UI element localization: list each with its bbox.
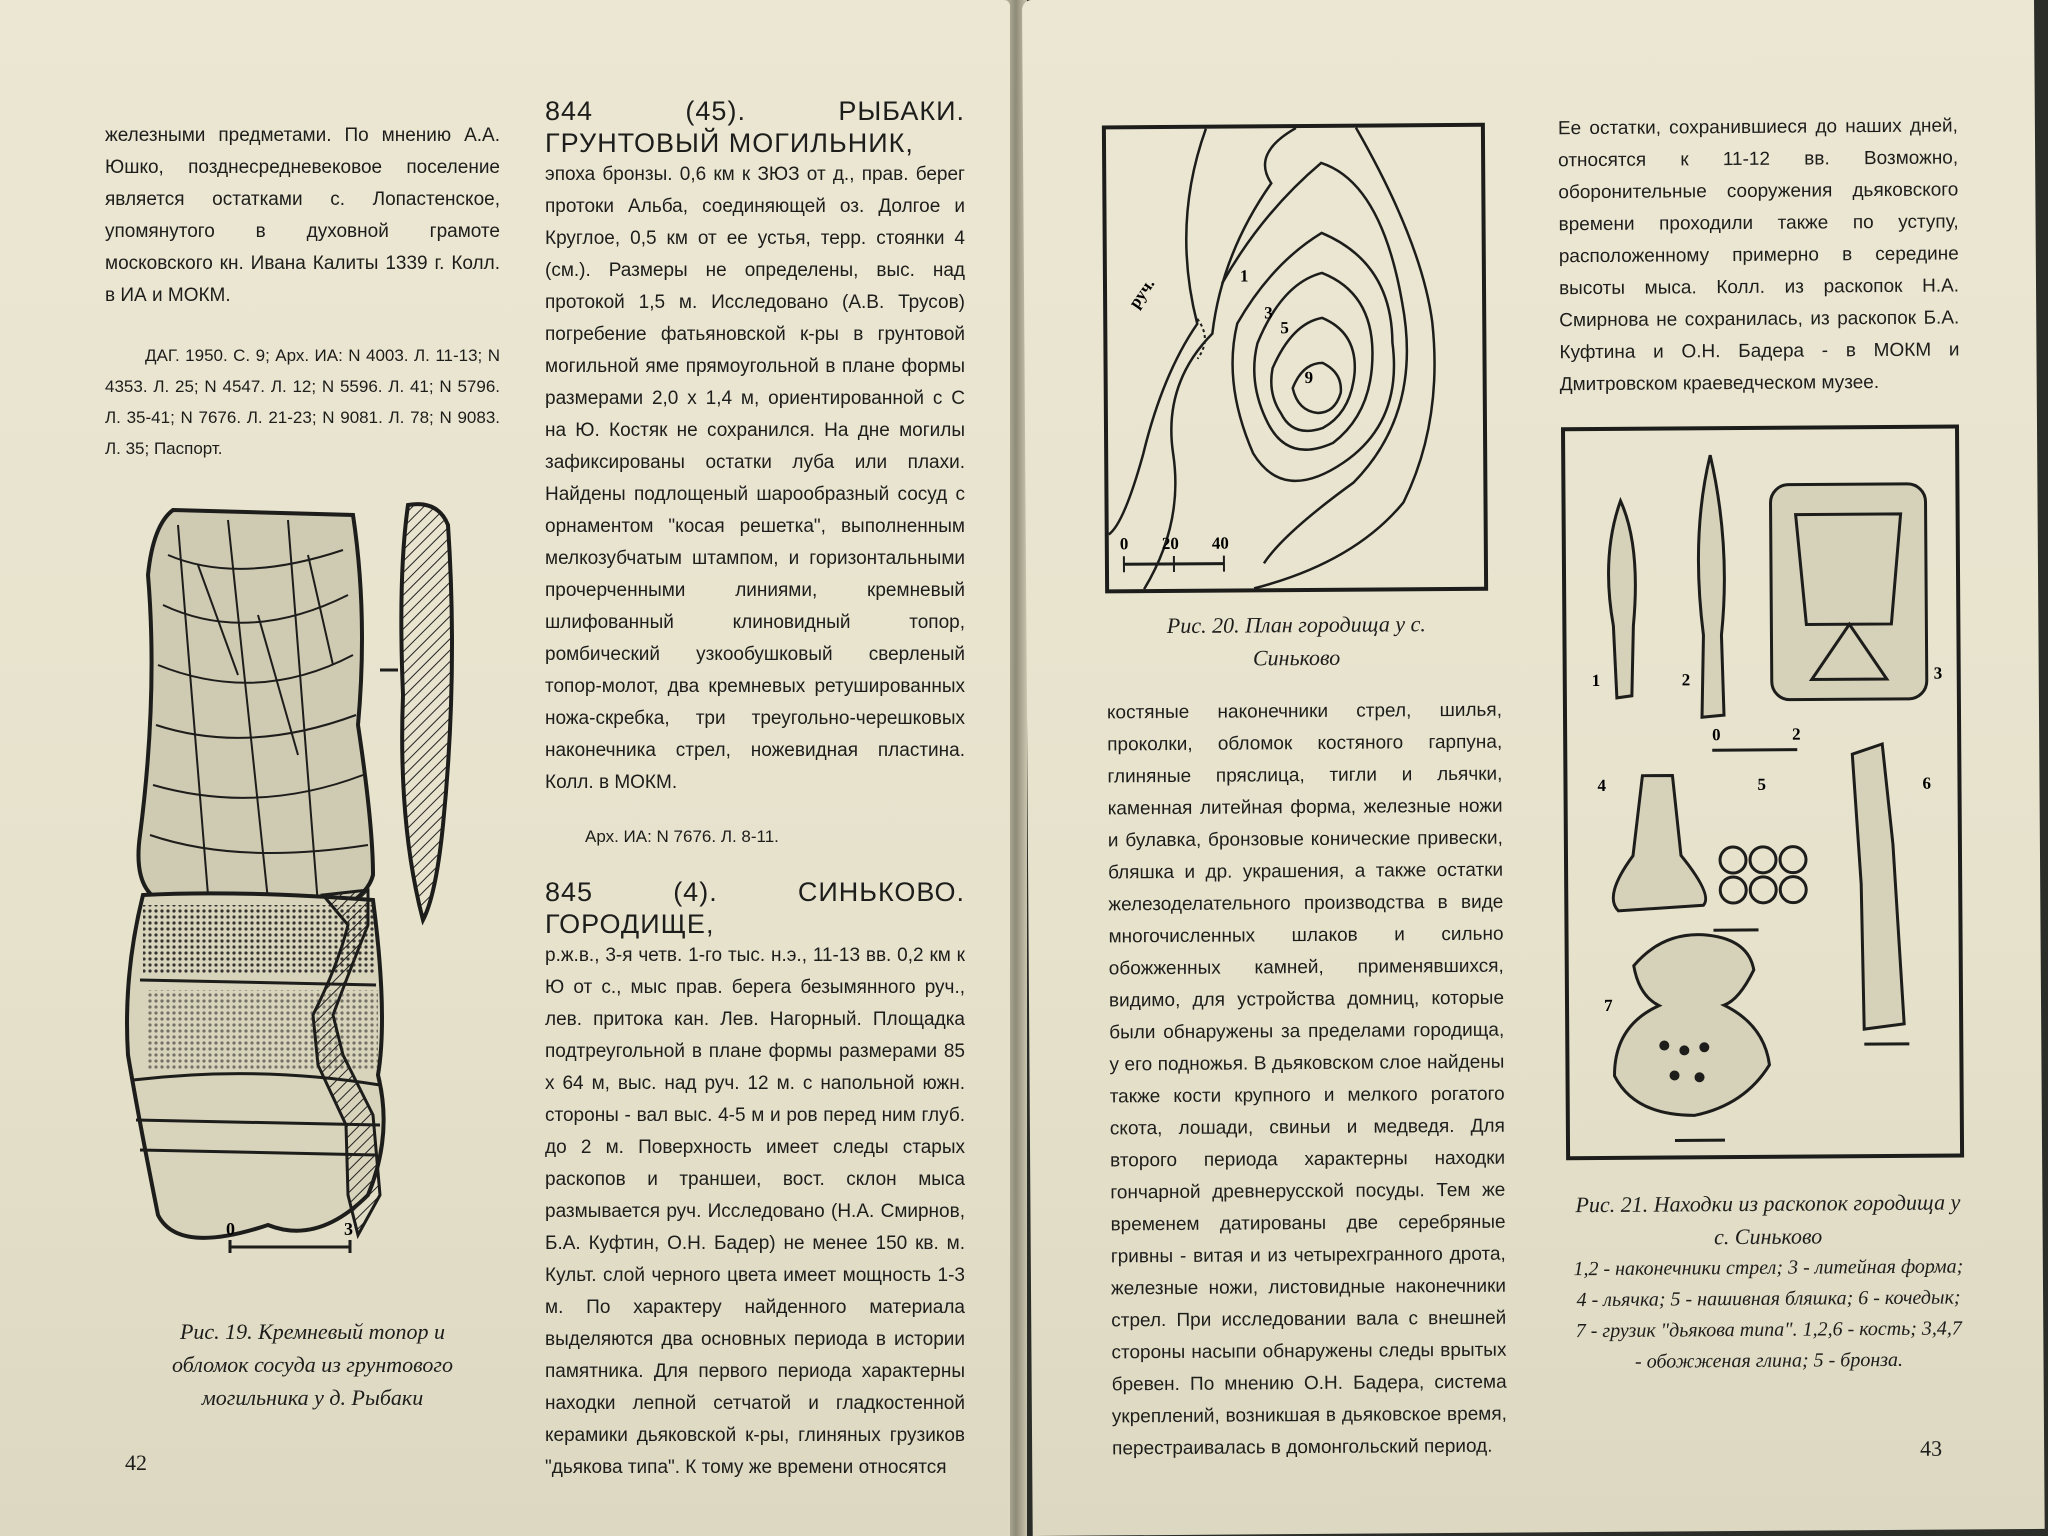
references: ДАГ. 1950. С. 9; Арх. ИА: N 4003. Л. 11-13; N 4353. Л. 25; N 4547. Л. 12; N 5596. Л. 41; N 5796. Л. 35-41; N 7676. Л. 21-23; N 9081. Л. 78; N 9083. Л. 35; Паспорт. [105,346,500,458]
fig21-scale-0: 0 [1712,725,1721,745]
fig20-contour-3: 3 [1264,303,1273,323]
fig20-contour-9: 9 [1304,367,1314,388]
fig21-label-4: 4 [1597,775,1607,796]
fig21-caption: Рис. 21. Находки из раскопок городища у с. Синьково [1575,1189,1961,1250]
fig21-legend: 1,2 - наконечники стрел; 3 - литейная форма; 4 - льячка; 5 - нашивная бляшка; 6 - кочедык; 7 - грузик "дьякова типа". 1,2,6 - кость; 3,4,7 - обожженая глина; 5 - бронза. [1573,1255,1964,1373]
plaque [1720,847,1806,904]
entry-844-references: Арх. ИА: N 7676. Л. 8-11. [585,827,779,846]
fig21-scale-2: 2 [1792,724,1801,744]
fig21-label-7: 7 [1603,995,1613,1015]
entry-845-heading: 845 (4). СИНЬКОВО. ГОРОДИЩЕ, [545,877,965,939]
entry-844-text: эпоха бронзы. 0,6 км к ЗЮЗ от д., прав. берег протоки Альба, соединяющей оз. Долгое и Круглое, 0,5 км от ее устья, терр. стоянки 4 (см.). Размеры не определены, выс. над протокой 1,5 м. Исследовано (А.В. Трусов) погребение фатьяновской к-ры в грунтовой могильной яме прямоугольной в плане формы размерами 2,0 х 1,4 м, ориентированной с С на Ю. Костяк не сохранился. На дне могилы зафиксированы остатки луба или плахи. Найдены подлощеный шарообразный сосуд с орнаментом "косая решетка", выполненным мелкозубчатым штампом, и горизонтальными прочерченными линиями, кремневый шлифованный клиновидный топор, ромбический узкообушковый сверленый топор-молот, два кремневых ретушированных ножа-скребка, три треугольно-черешковых наконечника стрел, ножевидная пластина. Колл. в МОКМ. [545,164,965,793]
left-column-1 [105,120,500,464]
bone-tool [1852,744,1904,1029]
entry-845-conclusion: Ее остатки, сохранившиеся до наших дней, относятся к 11-12 вв. Возможно, оборонительные сооружения дьяковского времени проходили также по уступу, расположенному примерно в середине высоты мыса. Колл. из раскопок Н.А. Смирнова не сохранилась, из раскопок Б.А. Куфтина и О.Н. Бадера - в МОКМ и Дмитровском краеведческом музее. [1557,115,1960,396]
arrowhead-1 [1608,501,1636,698]
fig21-label-6: 6 [1922,773,1932,793]
entry-845-continued: костяные наконечники стрел, шилья, проколки, обломок костяного гарпуна, глиняные пряслица, тигли и льячки, каменная литейная форма, железные ножи и булавка, бронзовые конические привески, бляшка и др. украшения, а также остатки железоделательного производства в виде многочисленных шлаков и сильно обожженных камней, применявшихся, видимо, для устройства домниц, которые были обнаружены за пределами городища, у его подножья. В дьяковском слое найдены также кости крупного и мелкого рогатого скота, лошади, свиньи и медведя. Для второго периода характерны находки гончарной древнерусской посуды. Тем же временем датированы две серебряные гривны - витая и из четырехгранного дрота, железные ножи, листовидные наконечники стрел. При исследовании вала с внешней стороны насыпи обнаружены следы врытых бревен. По мнению О.Н. Бадера, система укреплений, возникшая в дьяковское время, перестраивалась в домонгольский период. [1106,699,1507,1460]
fig21-finds-drawing [1560,423,1965,1161]
fig20-contour-1: 1 [1239,266,1249,286]
fig20-scale-20: 20 [1161,533,1179,554]
ladle [1612,775,1705,911]
fig20-caption: Рис. 20. План городища у с. Синьково [1166,611,1426,671]
fig21-label-2: 2 [1681,670,1691,690]
fig19-caption: Рис. 19. Кремневый топор и обломок сосуда из грунтового могильника у д. Рыбаки [171,1319,454,1410]
casting-mould [1770,484,1926,700]
page-number-right: 43 [1920,1435,1943,1461]
fig20-site-plan [1101,122,1489,595]
fig21-label-1: 1 [1591,670,1601,691]
entry-844-heading: 844 (45). РЫБАКИ. ГРУНТОВЫЙ МОГИЛЬНИК, [545,96,965,158]
fig19-drawing [118,495,513,1275]
page-number-left: 42 [125,1450,147,1475]
arrowhead-2 [1698,455,1726,717]
fig21-label-3: 3 [1933,663,1943,683]
left-page [0,0,1010,1536]
flint-axe-profile [401,504,452,920]
fig21-label-5: 5 [1757,774,1767,794]
fig20-stream-label: руч. [1124,274,1159,312]
fig20-contour-5: 5 [1280,318,1289,338]
right-page [1022,0,2045,1536]
continued-paragraph: железными предметами. По мнению А.А. Юшко, позднесредневековое поселение является остатками с. Лопастенское, упомянутого в духовной грамоте московского кн. Ивана Калиты 1339 г. Колл. в ИА и МОКМ. [105,125,500,306]
fig20-scale-40: 40 [1211,533,1229,553]
fig19-scale-zero: 0 [226,1219,235,1239]
left-column-2 [545,95,965,1484]
clay-weight [1614,934,1770,1116]
right-column-2 [1558,110,1960,401]
fig20-scale-0: 0 [1119,534,1129,554]
fig19-scale-three: 3 [344,1219,353,1239]
entry-845-text: р.ж.в., 3-я четв. 1-го тыс. н.э., 11-13 вв. 0,2 км к Ю от с., мыс прав. берега безымянного руч., лев. притока кан. Лев. Нагорный. Площадка подтреугольной в плане формы размерами 85 х 64 м, выс. над руч. 12 м. с напольной южн. стороны - вал выс. 4-5 м и ров перед ним глуб. до 2 м. Поверхность имеет следы старых раскопов и траншеи, вост. склон мыса размывается руч. Исследовано (Н.А. Смирнов, Б.А. Куфтин, О.Н. Бадер) не менее 150 кв. м. Культ. слой черного цвета имеет мощность 1-3 м. По характеру найденного материала выделяются два основных периода в истории памятника. Для первого периода характерны находки лепной сетчатой и гладкостенной керамики дьяковской к-ры, глиняных грузиков "дьякова типа". К тому же времени относятся [545,945,965,1478]
right-column-1 [1107,695,1507,1466]
